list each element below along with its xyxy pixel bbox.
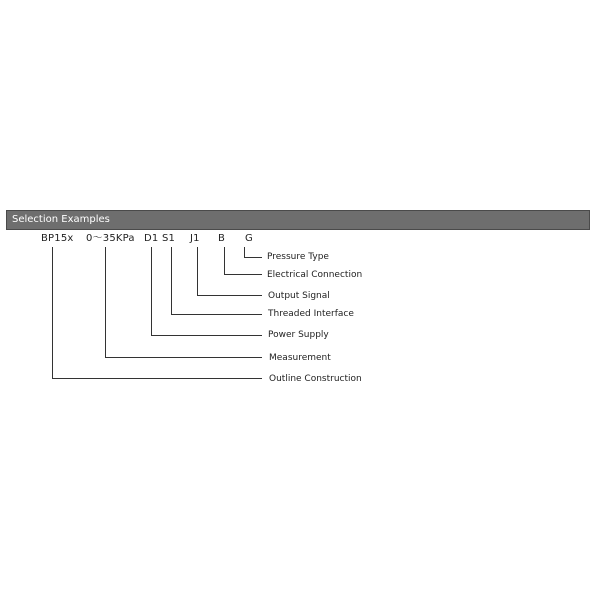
code-segment-threaded-interface: S1 (162, 233, 176, 244)
leader-line-measurement (106, 247, 263, 358)
label-pressure-type: Pressure Type (267, 252, 329, 262)
leader-line-pressure-type (245, 247, 263, 258)
leader-line-electrical-connection (225, 247, 263, 275)
code-segment-outline: BP15x (41, 233, 74, 244)
label-power-supply: Power Supply (268, 330, 329, 340)
section-title: Selection Examples (12, 214, 110, 225)
leader-line-outline-construction (53, 247, 263, 379)
leader-line-power-supply (152, 247, 263, 336)
label-measurement: Measurement (269, 353, 331, 363)
code-segment-measurement: 0～35KPa (86, 233, 135, 244)
label-output-signal: Output Signal (268, 291, 330, 301)
code-segment-power-supply: D1 (144, 233, 159, 244)
label-electrical-connection: Electrical Connection (267, 270, 363, 280)
leader-line-output-signal (198, 247, 263, 296)
code-segment-electrical-connection: B (218, 233, 226, 244)
label-outline-construction: Outline Construction (269, 374, 362, 384)
label-threaded-interface: Threaded Interface (268, 309, 354, 319)
code-segment-output-signal: J1 (190, 233, 200, 244)
code-segment-pressure-type: G (245, 233, 253, 244)
